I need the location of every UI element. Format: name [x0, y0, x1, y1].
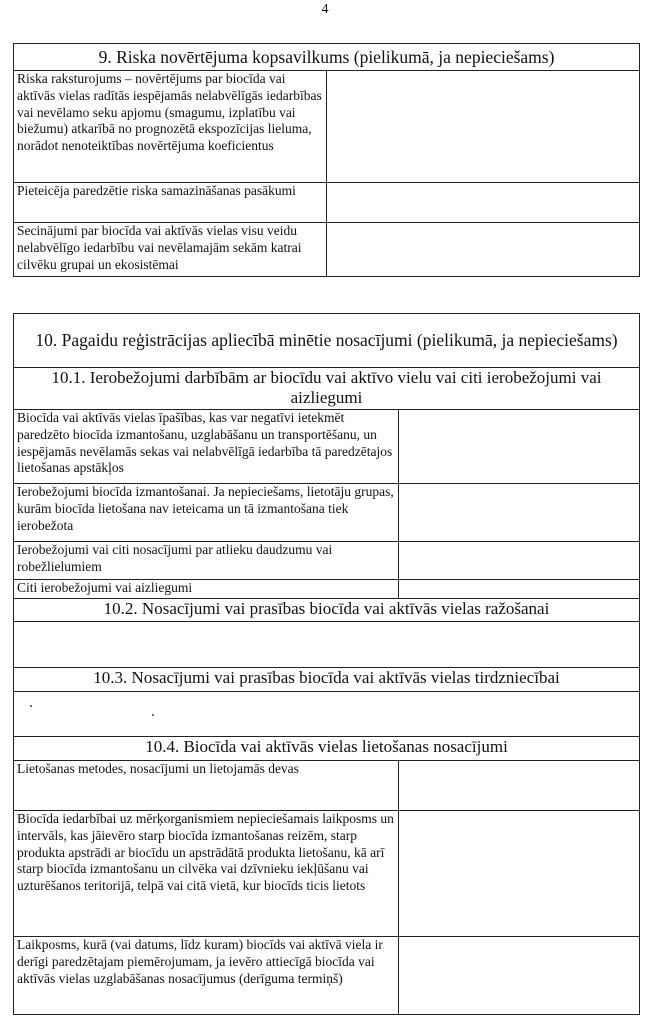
- section-10-4-title: 10.4. Biocīda vai aktīvās vielas lietošanas nosacījumi: [14, 737, 640, 761]
- section-9-title: 9. Riska novērtējuma kopsavilkums (pielikumā, ja nepieciešams): [14, 44, 640, 71]
- risk-reduction-measures-label: Pieteicēja paredzētie riska samazināšanas pasākumi: [14, 183, 327, 223]
- other-restrictions-label: Citi ierobežojumi vai aizliegumi: [14, 580, 399, 599]
- risk-reduction-measures-field[interactable]: [327, 183, 640, 223]
- risk-characterization-label: Riska raksturojums – novērtējums par biocīda vai aktīvās vielas radītās iespējamās nelabvēlīgās iedarbības vai nevēlamo seku apjomu (smagumu, izplatību vai biežumu) atkarībā no prognozētā ekspozīcijas lieluma, norādot nenoteiktības novērtējuma koeficientus: [14, 71, 327, 183]
- exposure-intervals-label: Biocīda iedarbībai uz mērķorganismiem nepieciešamais laikposms un intervāls, kas jāievēro starp biocīda izmantošanas reizēm, starp produkta apstrādi ar biocīdu un apstrādātā produkta lietošanu, kā arī starp biocīda izmantošanu un cilvēka vai dzīvnieku iekļūšanu vai uzturēšanos teritorijā, telpā vai citā vietā, kur biocīds ticis lietots: [14, 811, 399, 937]
- section-10-3-field[interactable]: [14, 692, 640, 737]
- scan-speck: [152, 714, 154, 716]
- other-restrictions-field[interactable]: [399, 580, 640, 599]
- application-methods-label: Lietošanas metodes, nosacījumi un lietojamās devas: [14, 761, 399, 811]
- properties-field[interactable]: [399, 410, 640, 484]
- residue-limits-field[interactable]: [399, 542, 640, 580]
- section-10-table: [13, 313, 640, 1015]
- scan-speck: [30, 705, 32, 707]
- exposure-intervals-field[interactable]: [399, 811, 640, 937]
- section-10-3-title: 10.3. Nosacījumi vai prasības biocīda vai aktīvās vielas tirdzniecībai: [14, 668, 640, 692]
- properties-label: Biocīda vai aktīvās vielas īpašības, kas var negatīvi ietekmēt paredzēto biocīda izmantošanu, uzglabāšanu un transportēšanu, un iespējamās nevēlamās sekas vai nelabvēlīgā iedarbība tā paredzētajos lietošanas apstākļos: [14, 410, 399, 484]
- shelf-life-label: Laikposms, kurā (vai datums, līdz kuram) biocīds vai aktīvā viela ir derīgi paredzētajam piemērojumam, ja ievēro attiecīgā biocīda vai aktīvās vielas uzglabāšanas nosacījumus (derīguma termiņš): [14, 937, 399, 1015]
- shelf-life-field[interactable]: [399, 937, 640, 1015]
- section-10-1-title: 10.1. Ierobežojumi darbībām ar biocīdu vai aktīvo vielu vai citi ierobežojumi vai aizliegumi: [14, 368, 640, 410]
- section-10-2-field[interactable]: [14, 622, 640, 668]
- conclusions-field[interactable]: [327, 223, 640, 277]
- conclusions-label: Secinājumi par biocīda vai aktīvās vielas visu veidu nelabvēlīgo iedarbību vai nevēlamajām sekām katrai cilvēku grupai un ekosistēmai: [14, 223, 327, 277]
- section-9-table: [13, 43, 640, 277]
- residue-limits-label: Ierobežojumi vai citi nosacījumi par atlieku daudzumu vai robežlielumiem: [14, 542, 399, 580]
- usage-restrictions-field[interactable]: [399, 484, 640, 542]
- page-number: 4: [321, 2, 329, 17]
- risk-characterization-field[interactable]: [327, 71, 640, 183]
- application-methods-field[interactable]: [399, 761, 640, 811]
- section-10-title: 10. Pagaidu reģistrācijas apliecībā minētie nosacījumi (pielikumā, ja nepieciešams): [14, 314, 640, 368]
- usage-restrictions-label: Ierobežojumi biocīda izmantošanai. Ja nepieciešams, lietotāju grupas, kurām biocīda lietošana nav ieteicama un tā izmantošana tiek ierobežota: [14, 484, 399, 542]
- section-10-2-title: 10.2. Nosacījumi vai prasības biocīda vai aktīvās vielas ražošanai: [14, 599, 640, 622]
